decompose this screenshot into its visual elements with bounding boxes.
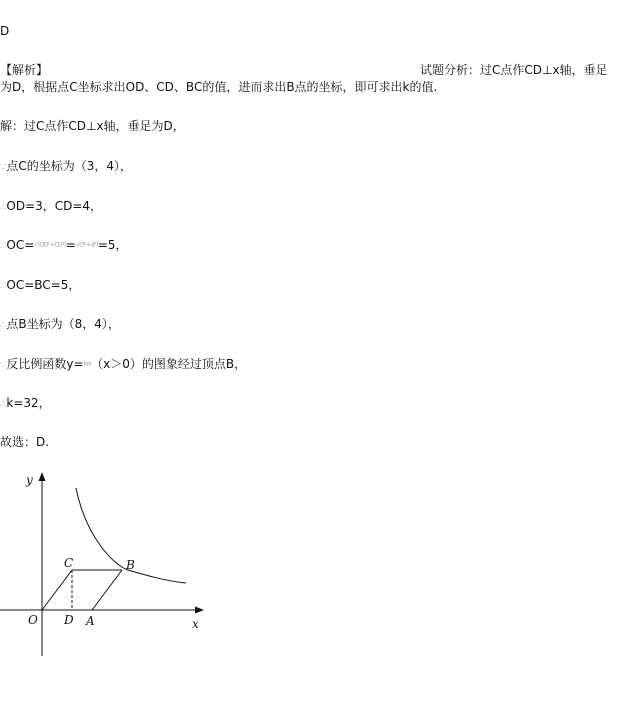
solution-step-3-text: OD=3，CD=4， [6, 199, 103, 213]
analysis-intro-right: 试题分析：过C点作CD⊥x轴，垂足 [420, 63, 608, 77]
analysis-intro-cont: 为D，根据点C坐标求出OD、CD、BC的值，进而求出B点的坐标，即可求出k的值. [0, 80, 438, 94]
segment-oc [42, 570, 72, 610]
solution-step-4 [0, 237, 128, 255]
label-o: O [28, 613, 38, 627]
label-c: C [64, 556, 74, 570]
solution-step-1: 解：过C点作CD⊥x轴，垂足为D， [0, 119, 185, 133]
solution-step-2-text: 点C的坐标为（3，4）， [6, 159, 133, 173]
therefore-icon: ∴ [0, 202, 7, 213]
formula-sqrt-1: √(OD²+CD²) [34, 241, 66, 249]
segment-ba [92, 570, 122, 610]
solution-step-8-text: k=32， [6, 396, 51, 410]
solution-step-2 [0, 158, 132, 176]
solution-step-6-text: 点B坐标为（8，4）， [6, 317, 120, 331]
solution-step-7-suffix: （x＞0）的图象经过顶点B， [91, 357, 247, 371]
analysis-heading: 【解析】 [0, 63, 49, 77]
therefore-icon: ∴ [0, 399, 7, 410]
solution-step-6 [0, 316, 120, 334]
label-x: x [192, 617, 199, 631]
solution-step-8 [0, 395, 51, 413]
solution-step-7 [0, 356, 246, 374]
geometry-figure [0, 468, 215, 663]
solution-step-4-eq: = [65, 238, 76, 252]
solution-step-7-prefix: 反比例函数y= [6, 357, 84, 371]
because-icon: ∵ [0, 360, 7, 371]
solution-step-4-prefix: OC= [6, 238, 35, 252]
label-b: B [126, 558, 135, 572]
solution-step-3 [0, 198, 102, 216]
formula-sqrt-2: √(3²+4²) [75, 241, 98, 249]
solution-step-4-result: =5， [97, 238, 128, 252]
therefore-icon: ∵ [0, 162, 7, 173]
x-axis-arrow-icon [195, 607, 204, 614]
therefore-icon: ∴ [0, 320, 7, 331]
conclusion: 故选：D. [0, 435, 50, 449]
solution-step-5 [0, 277, 80, 295]
label-a: A [86, 614, 95, 628]
therefore-icon: ∴ [0, 281, 7, 292]
label-y: y [26, 473, 33, 487]
y-axis-arrow-icon [39, 472, 46, 481]
label-d: D [64, 613, 74, 627]
answer-letter: D [0, 24, 10, 38]
solution-step-5-text: OC=BC=5， [6, 278, 81, 292]
formula-fraction: k/x [83, 360, 92, 368]
therefore-icon: ∴ [0, 241, 7, 252]
